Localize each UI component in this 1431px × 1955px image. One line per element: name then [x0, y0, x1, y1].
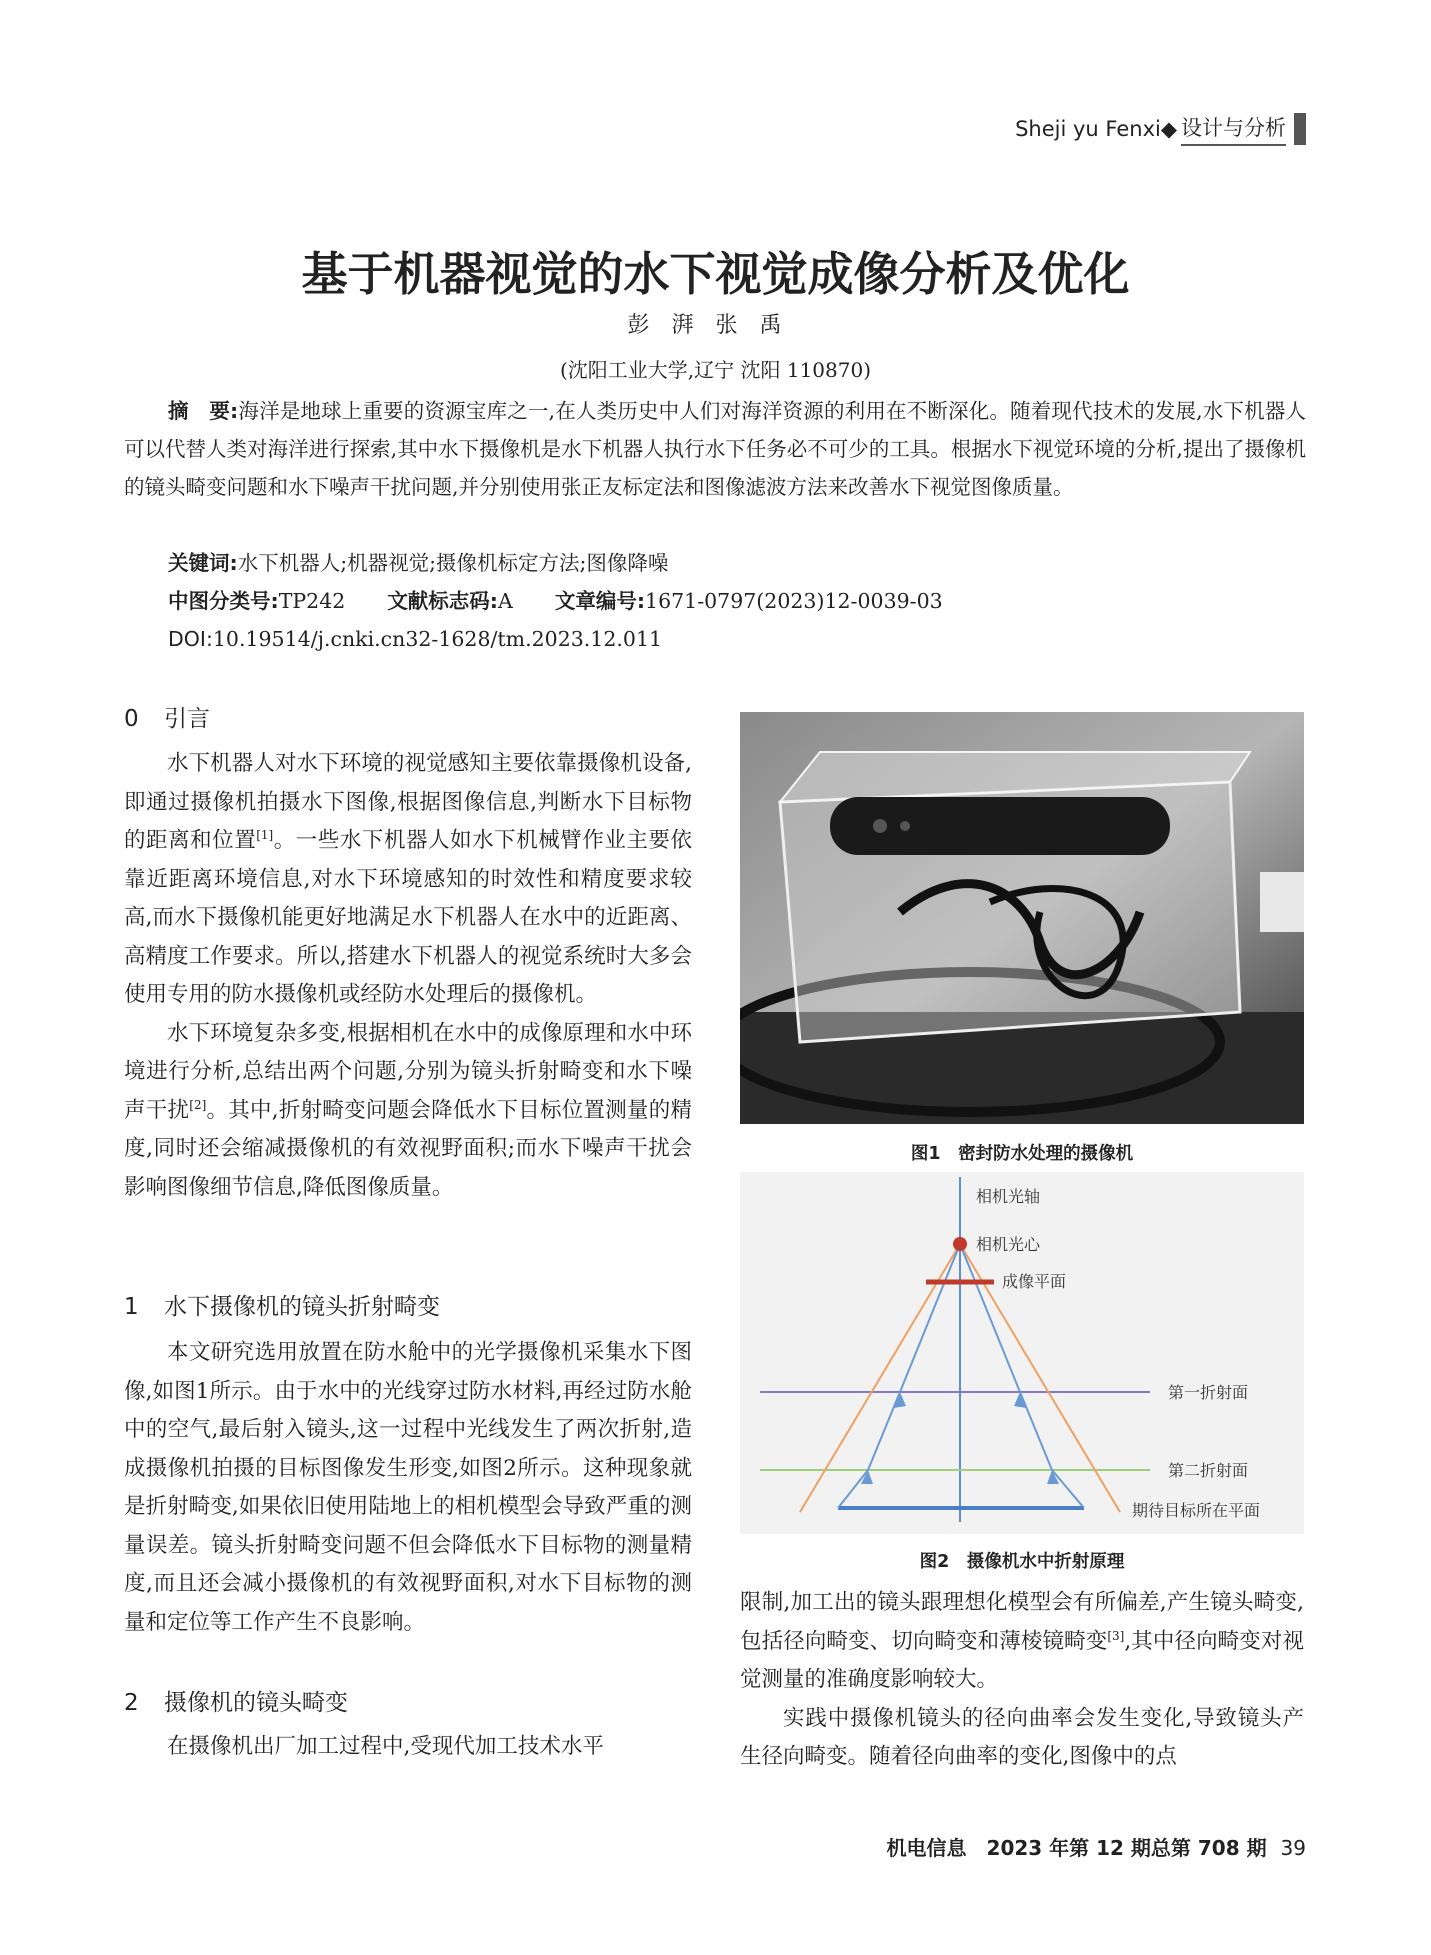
affiliation: (沈阳工业大学,辽宁 沈阳 110870)	[559, 358, 872, 382]
figure-2-caption: 图2 摄像机水中折射原理	[919, 1552, 1125, 1572]
journal-section-latin: Sheji yu Fenxi	[1015, 117, 1161, 141]
abstract-label: 摘 要:	[168, 399, 239, 423]
doc-code-label: 文献标志码:	[387, 589, 499, 613]
doi-line	[168, 620, 1350, 658]
intro-paragraphs	[124, 745, 692, 1207]
authors: 彭湃张禹	[627, 313, 804, 338]
page-number: 39	[1280, 1836, 1306, 1860]
header-bar-decoration	[1294, 113, 1306, 145]
doc-code-value: A	[498, 589, 513, 613]
clc-value: TP242	[278, 589, 346, 613]
classification-line	[168, 582, 1350, 620]
section-number: 2	[124, 1690, 139, 1716]
doi-label: DOI:	[168, 627, 213, 651]
running-header	[1015, 112, 1306, 146]
citation[interactable]: [1]	[256, 827, 274, 842]
section-title: 引言	[164, 706, 210, 732]
figure-2-diagram	[740, 1172, 1304, 1534]
label-refraction-2: 第二折射面	[1168, 1461, 1249, 1480]
article-number-value: 1671-0797(2023)12-0039-03	[645, 589, 943, 613]
label-refraction-1: 第一折射面	[1168, 1383, 1249, 1402]
journal-issue: 机电信息 2023 年第 12 期总第 708 期	[886, 1836, 1267, 1860]
paragraph: 水下环境复杂多变,根据相机在水中的成像原理和水中环境进行分析,总结出两个问题,分别为镜头折射畸变和水下噪声干扰[2]。其中,折射畸变问题会降低水下目标位置测量的精度,同时还会缩减摄像机的有效视野面积;而水下噪声干扰会影响图像细节信息,降低图像质量。	[124, 1020, 692, 1200]
camera-in-housing-image	[740, 712, 1304, 1124]
label-image-plane: 成像平面	[1002, 1272, 1067, 1291]
refraction-diagram	[740, 1172, 1304, 1534]
right-column-text	[740, 1584, 1304, 1777]
paragraph: 本文研究选用放置在防水舱中的光学摄像机采集水下图像,如图1所示。由于水中的光线穿过防水材料,再经过防水舱中的空气,最后射入镜头,这一过程中光线发生了两次折射,造成摄像机拍摄的目标图像发生形变,如图2所示。这种现象就是折射畸变,如果依旧使用陆地上的相机模型会导致严重的测量误差。镜头折射畸变问题不但会降低水下目标物的测量精度,而且还会减小摄像机的有效视野面积,对水下目标物的测量和定位等工作产生不良影响。	[124, 1340, 692, 1635]
paragraph: 水下机器人对水下环境的视觉感知主要依靠摄像机设备,即通过摄像机拍摄水下图像,根据图像信息,判断水下目标物的距离和位置[1]。一些水下机器人如水下机械臂作业主要依靠近距离环境信息,对水下环境感知的时效性和精度要求较高,而水下摄像机能更好地满足水下机器人在水中的近距离、高精度工作要求。所以,搭建水下机器人的视觉系统时大多会使用专用的防水摄像机或经防水处理后的摄像机。	[124, 751, 692, 1007]
section-heading-0	[124, 700, 210, 733]
abstract-text: 海洋是地球上重要的资源宝库之一,在人类历史中人们对海洋资源的利用在不断深化。随着现代技术的发展,水下机器人可以代替人类对海洋进行探索,其中水下摄像机是水下机器人执行水下任务必不可少的工具。根据水下视觉环境的分析,提出了摄像机的镜头畸变问题和水下噪声干扰问题,并分别使用张正友标定法和图像滤波方法来改善水下视觉图像质量。	[124, 399, 1307, 499]
paragraph-continued: 限制,加工出的镜头跟理想化模型会有所偏差,产生镜头畸变,包括径向畸变、切向畸变和薄棱镜畸变[3],其中径向畸变对视觉测量的准确度影响较大。	[740, 1590, 1304, 1692]
article-number-label: 文章编号:	[554, 589, 646, 613]
abstract	[124, 392, 1306, 506]
figure-1-photo	[740, 712, 1304, 1124]
section-heading-1	[124, 1288, 440, 1321]
page-footer	[887, 1832, 1306, 1861]
section-number: 1	[124, 1294, 139, 1320]
keywords-text: 水下机器人;机器视觉;摄像机标定方法;图像降噪	[237, 551, 669, 575]
keywords-label: 关键词:	[168, 551, 238, 575]
clc-label: 中图分类号:	[168, 589, 279, 613]
section-title: 水下摄像机的镜头折射畸变	[164, 1294, 440, 1320]
paragraph: 实践中摄像机镜头的径向曲率会发生变化,导致镜头产生径向畸变。随着径向曲率的变化,图像中的点	[740, 1705, 1304, 1769]
section-heading-2	[124, 1684, 348, 1717]
citation[interactable]: [2]	[189, 1097, 207, 1112]
section-number: 0	[124, 706, 139, 732]
label-center: 相机光心	[976, 1235, 1041, 1254]
diamond-icon: ◆	[1160, 117, 1177, 141]
section-title: 摄像机的镜头畸变	[164, 1690, 348, 1716]
label-target-plane: 期待目标所在平面	[1132, 1501, 1261, 1520]
section1-paragraph	[124, 1334, 692, 1642]
keywords	[168, 544, 1350, 582]
section2-paragraph-start	[124, 1728, 692, 1767]
section-name: 设计与分析	[1181, 112, 1286, 146]
paper-title: 基于机器视觉的水下视觉成像分析及优化	[301, 247, 1130, 301]
optical-center-dot	[953, 1237, 967, 1251]
paragraph: 在摄像机出厂加工过程中,受现代加工技术水平	[167, 1734, 604, 1759]
citation[interactable]: [3]	[1107, 1628, 1125, 1643]
doi-value: 10.19514/j.cnki.cn32-1628/tm.2023.12.011	[212, 627, 663, 651]
label-axis: 相机光轴	[976, 1187, 1041, 1206]
figure-1-caption: 图1 密封防水处理的摄像机	[910, 1144, 1134, 1164]
